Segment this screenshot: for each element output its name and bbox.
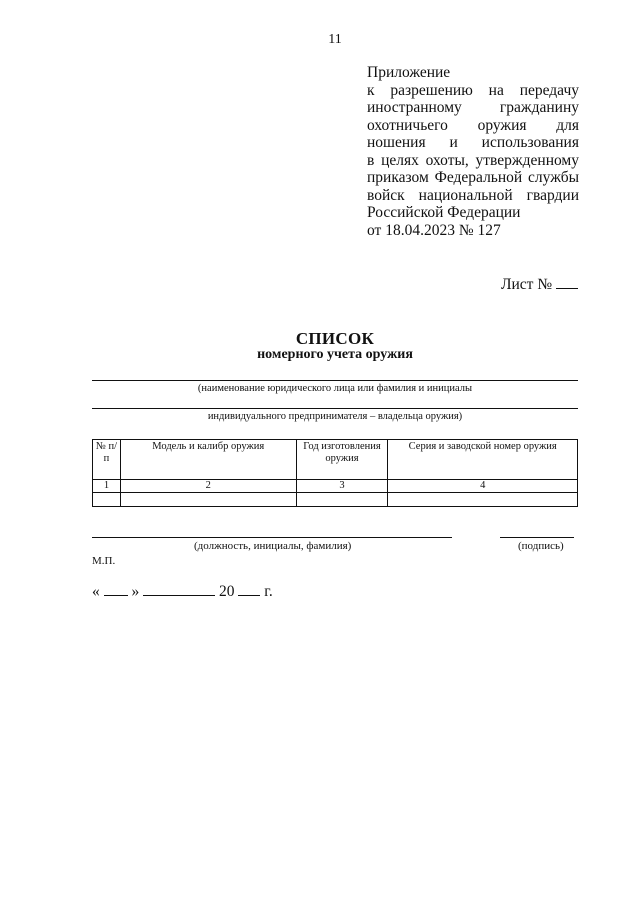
appendix-line: в целях охоты, утвержденному bbox=[367, 151, 579, 169]
stamp-label: М.П. bbox=[92, 555, 116, 567]
appendix-line: Российской Федерации bbox=[367, 204, 521, 221]
owner-caption-2: индивидуального предпринимателя – владельца оружия) bbox=[207, 411, 463, 422]
signature-line[interactable] bbox=[500, 537, 574, 538]
document-subtitle: номерного учета оружия bbox=[257, 347, 413, 362]
sheet-number bbox=[501, 276, 578, 294]
day-blank[interactable] bbox=[104, 582, 128, 596]
sheet-number-blank[interactable] bbox=[556, 276, 578, 289]
appendix-line: Приложение bbox=[367, 64, 451, 81]
close-quote: » bbox=[131, 583, 140, 600]
position-caption: (должность, инициалы, фамилия) bbox=[194, 540, 352, 552]
appendix-line: ношения и использования bbox=[367, 134, 579, 151]
year-prefix: 20 bbox=[219, 583, 235, 600]
header-serial: Серия и заводской номер оружия bbox=[388, 440, 578, 480]
appendix-line: приказом Федеральной службы bbox=[367, 169, 579, 186]
column-number: 4 bbox=[388, 480, 578, 493]
owner-name-line[interactable] bbox=[92, 380, 578, 381]
appendix-line: к разрешению на передачу bbox=[367, 81, 579, 99]
weapons-table bbox=[92, 439, 578, 507]
table-header-row bbox=[93, 440, 578, 480]
column-number: 3 bbox=[296, 480, 388, 493]
page-number: 11 bbox=[328, 32, 342, 47]
table-cell[interactable] bbox=[120, 493, 296, 507]
year-suffix: г. bbox=[264, 583, 273, 600]
table-cell[interactable] bbox=[388, 493, 578, 507]
appendix-line: иностранному гражданину bbox=[367, 99, 579, 116]
document-title: СПИСОК bbox=[295, 329, 375, 348]
owner-caption-1: (наименование юридического лица или фамилия и инициалы bbox=[197, 383, 473, 394]
date-line bbox=[92, 582, 273, 601]
year-blank[interactable] bbox=[238, 582, 260, 596]
appendix-block bbox=[367, 64, 579, 239]
sheet-label: Лист № bbox=[501, 276, 553, 293]
appendix-line: охотничьего оружия для bbox=[367, 116, 579, 134]
signature-caption: (подпись) bbox=[518, 540, 564, 552]
column-number: 2 bbox=[120, 480, 296, 493]
header-number: № п/п bbox=[93, 440, 121, 480]
month-blank[interactable] bbox=[143, 582, 215, 596]
table-row bbox=[93, 480, 578, 493]
position-line[interactable] bbox=[92, 537, 452, 538]
open-quote: « bbox=[92, 583, 100, 600]
owner-name-line-2[interactable] bbox=[92, 408, 578, 409]
column-number: 1 bbox=[93, 480, 121, 493]
appendix-line: войск национальной гвардии bbox=[367, 186, 579, 204]
table-cell[interactable] bbox=[93, 493, 121, 507]
header-year: Год изготовления оружия bbox=[296, 440, 388, 480]
header-model: Модель и калибр оружия bbox=[120, 440, 296, 480]
appendix-line: от 18.04.2023 № 127 bbox=[367, 221, 501, 239]
table-cell[interactable] bbox=[296, 493, 388, 507]
table-row bbox=[93, 493, 578, 507]
